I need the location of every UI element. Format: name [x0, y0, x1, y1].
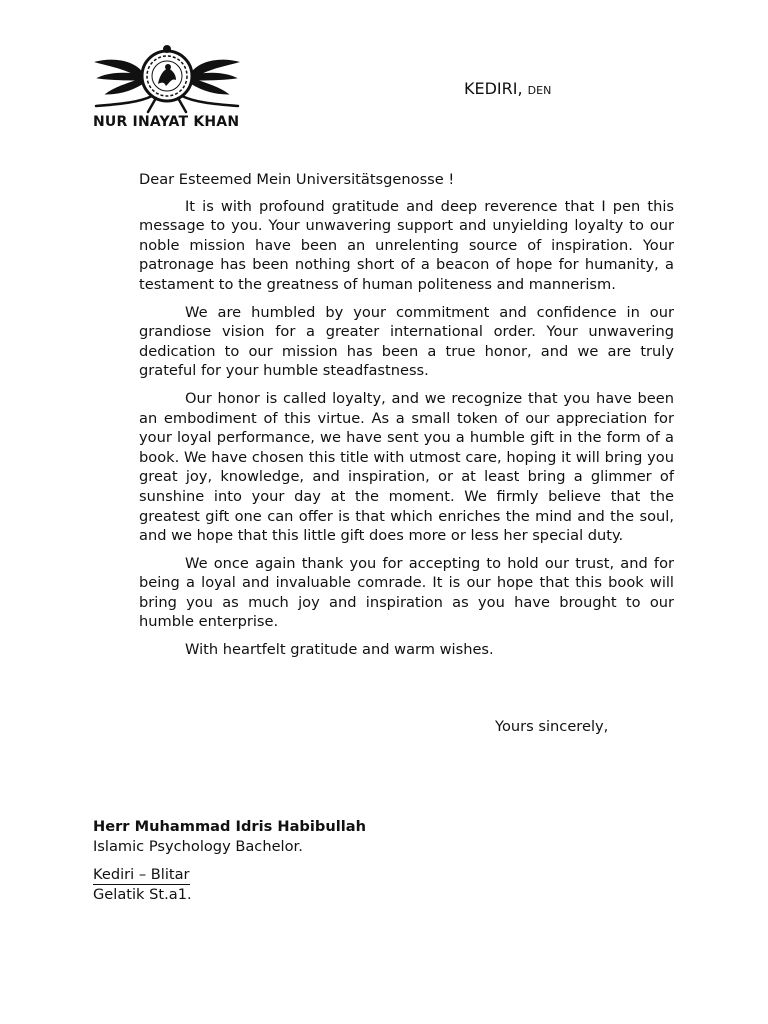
paragraph-1: It is with profound gratitude and deep reverence that I pen this message to you. Your unwavering support and unyielding loyalty to our noble mission have been an unrelenting source of inspiration. Your patronage has been nothing short of a beacon of hope for humanity, a testament to the greatness of human politeness and mannerism.: [139, 197, 674, 293]
letter-body: [139, 170, 674, 660]
address-line-1: Kediri – Blitar: [93, 866, 190, 883]
place-name: KEDIRI,: [464, 79, 523, 98]
closing-line: With heartfelt gratitude and warm wishes.: [185, 641, 494, 659]
winged-wreath-emblem-icon: [92, 40, 242, 114]
organization-name: NUR INAYAT KHAN: [93, 114, 240, 130]
address: [93, 865, 366, 905]
place-date-line: [464, 79, 551, 98]
paragraph-4: We once again thank you for accepting to hold our trust, and for being a loyal and invaluable comrade. It is our hope that this book will bring you as much joy and inspiration as you have brought to our humble enterprise.: [139, 554, 674, 631]
address-line-2: Gelatik St.a1.: [93, 886, 192, 903]
paragraph-2: We are humbled by your commitment and confidence in our grandiose vision for a greater international order. Your unwavering dedication to our mission has been a true honor, and we are truly grateful for your humble steadfastness.: [139, 303, 674, 380]
paragraph-3: Our honor is called loyalty, and we recognize that you have been an embodiment of this virtue. As a small token of our appreciation for your loyal performance, we have sent you a humble gift in the form of a book. We have chosen this title with utmost care, hoping it will bring you great joy, knowledge, and inspiration, or at least bring a glimmer of sunshine into your day at the moment. We firmly believe that the greatest gift one can offer is that which enriches the mind and the soul, and we hope that this little gift does more or less her special duty.: [139, 389, 674, 545]
signatory-title: Islamic Psychology Bachelor.: [93, 838, 303, 855]
date-suffix: DEN: [527, 84, 552, 97]
valediction: Yours sincerely,: [495, 718, 609, 735]
signatory-name: Herr Muhammad Idris Habibullah: [93, 818, 366, 835]
salutation: Dear Esteemed Mein Universitätsgenosse !: [139, 171, 455, 188]
signature-block: [93, 817, 366, 905]
